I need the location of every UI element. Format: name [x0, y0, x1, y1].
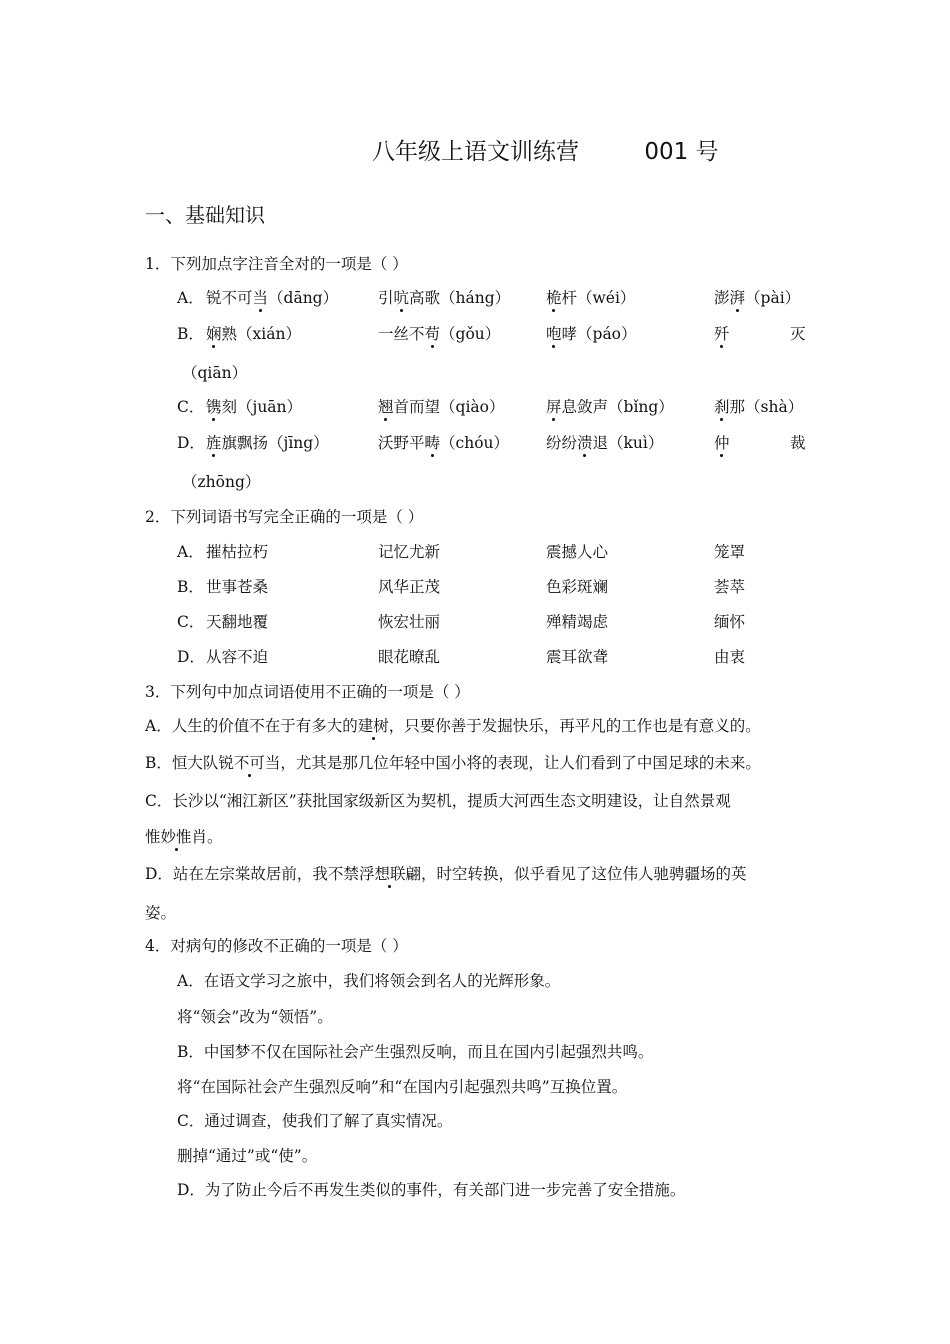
question-4-stem: 4．对病句的修改不正确的一项是（ ）	[145, 937, 408, 955]
q2-option-a-label: A．	[177, 543, 204, 561]
q3-option-d-line-2: 姿。	[145, 904, 177, 922]
q2-b-item-3: 色彩斑斓	[546, 578, 609, 596]
q2-c-item-3: 殚精竭虑	[546, 613, 609, 631]
q1-c-item-2: 翘首而望（qiào）	[378, 398, 505, 416]
q1-d-item-2: 沃野平畴（chóu）	[378, 434, 510, 452]
q3-option-a: A．人生的价值不在于有多大的建树，只要你善于发掘快乐，再平凡的工作也是有意义的。	[145, 717, 761, 735]
q1-a-item-4: 澎湃（pài）	[714, 289, 801, 307]
q2-a-item-3: 震撼人心	[546, 543, 609, 561]
question-1-stem: 1．下列加点字注音全对的一项是（ ）	[145, 255, 408, 273]
q4-option-c-fix: 删掉“通过”或“使”。	[177, 1147, 318, 1165]
q1-b-item-4-char-2: 灭	[790, 325, 806, 343]
q1-b-item-2: 一丝不苟（gǒu）	[378, 325, 501, 343]
q1-d-item-1: 旌旗飘扬（jīng）	[206, 434, 329, 452]
q1-option-a-label: A．	[177, 289, 204, 307]
q4-option-a-fix: 将“领会”改为“领悟”。	[177, 1008, 333, 1026]
q2-c-item-1: 天翻地覆	[206, 613, 269, 631]
q3-option-d-line-1: D．站在左宗棠故居前，我不禁浮想联翩，时空转换，似乎看见了这位伟人驰骋疆场的英	[145, 865, 747, 883]
q1-b-item-1: 娴熟（xián）	[206, 325, 301, 343]
q1-option-d-label: D．	[177, 434, 205, 452]
q1-d-item-4-char-2: 裁	[790, 434, 806, 452]
q4-option-c: C．通过调查，使我们了解了真实情况。	[177, 1112, 453, 1130]
q2-option-b-label: B．	[177, 578, 204, 596]
q3-option-c-line-1: C．长沙以“湘江新区”获批国家级新区为契机，提质大河西生态文明建设，让自然景观	[145, 792, 731, 810]
q4-option-b-fix: 将“在国际社会产生强烈反响”和“在国内引起强烈共鸣”互换位置。	[177, 1078, 628, 1096]
question-2-stem: 2．下列词语书写完全正确的一项是（ ）	[145, 508, 424, 526]
q2-c-item-2: 恢宏壮丽	[378, 613, 441, 631]
q2-c-item-4: 缅怀	[714, 613, 746, 631]
title-number: 001 号	[644, 139, 719, 165]
q2-d-item-3: 震耳欲聋	[546, 648, 609, 666]
q1-d-continuation: （zhōng）	[182, 473, 261, 491]
q2-option-d-label: D．	[177, 648, 205, 666]
q1-a-item-1: 锐不可当（dāng）	[206, 289, 339, 307]
q2-a-item-1: 摧枯拉朽	[206, 543, 269, 561]
section-heading: 一、基础知识	[145, 203, 265, 227]
q2-a-item-2: 记忆尤新	[378, 543, 441, 561]
q2-d-item-1: 从容不迫	[206, 648, 269, 666]
q1-c-item-3: 屏息敛声（bǐng）	[546, 398, 674, 416]
q2-b-item-2: 风华正茂	[378, 578, 441, 596]
question-3-stem: 3．下列句中加点词语使用不正确的一项是（ ）	[145, 683, 470, 701]
q1-b-continuation: （qiān）	[182, 364, 248, 382]
q1-c-item-4: 刹那（shà）	[714, 398, 804, 416]
q4-option-a: A．在语文学习之旅中，我们将领会到名人的光辉形象。	[177, 972, 561, 990]
q2-a-item-4: 笼罩	[714, 543, 746, 561]
q2-b-item-1: 世事苍桑	[206, 578, 269, 596]
q3-option-b: B．恒大队锐不可当，尤其是那几位年轻中国小将的表现，让人们看到了中国足球的未来。	[145, 754, 761, 772]
q2-option-c-label: C．	[177, 613, 205, 631]
q1-a-item-2: 引吭高歌（háng）	[378, 289, 511, 307]
q1-a-item-3: 桅杆（wéi）	[546, 289, 636, 307]
title-text: 八年级上语文训练营	[372, 139, 579, 165]
q1-d-item-3: 纷纷溃退（kuì）	[546, 434, 664, 452]
q1-b-item-3: 咆哮（páo）	[546, 325, 637, 343]
q1-option-c-label: C．	[177, 398, 205, 416]
q4-option-d: D．为了防止今后不再发生类似的事件，有关部门进一步完善了安全措施。	[177, 1181, 686, 1199]
q1-option-b-label: B．	[177, 325, 204, 343]
q1-c-item-1: 镌刻（juān）	[206, 398, 303, 416]
q2-d-item-4: 由衷	[714, 648, 746, 666]
page-title	[372, 138, 719, 166]
q3-option-c-line-2: 惟妙惟肖。	[145, 828, 223, 846]
q4-option-b: B．中国梦不仅在国际社会产生强烈反响，而且在国内引起强烈共鸣。	[177, 1043, 654, 1061]
q2-b-item-4: 荟萃	[714, 578, 746, 596]
q1-b-item-4-char-1: 歼	[714, 325, 730, 343]
q2-d-item-2: 眼花暸乱	[378, 648, 441, 666]
q1-d-item-4-char-1: 仲	[714, 434, 730, 452]
